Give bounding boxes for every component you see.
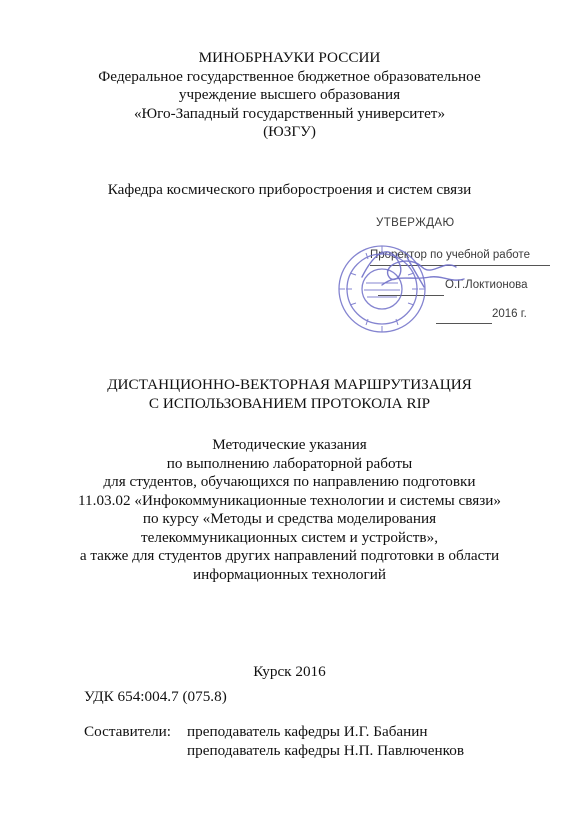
approval-role: Проректор по учебной работе: [370, 249, 530, 261]
description-line: по курсу «Методы и средства моделирования: [142, 510, 437, 527]
ministry-header: [0, 49, 579, 142]
department-name: [0, 181, 579, 200]
description-line: для студентов, обучающихся по направлению подготовки: [103, 473, 476, 490]
description-line: информационных технологий: [193, 565, 386, 583]
approval-year: 2016 г.: [492, 308, 527, 320]
approval-title: УТВЕРЖДАЮ: [376, 217, 455, 229]
compilers-label: Составители:: [84, 723, 172, 740]
description-line: по выполнению лабораторной работы: [166, 454, 413, 472]
description-line: телекоммуникационных систем и устройств»,: [140, 528, 438, 546]
handwritten-signature: [352, 237, 472, 307]
header-line: (ЮЗГУ): [263, 123, 316, 140]
date-underline: [436, 323, 492, 324]
header-line: «Юго-Западный государственный университет»: [133, 104, 446, 122]
header-line: Федеральное государственное бюджетное образовательное: [98, 67, 481, 85]
compiler-name: преподаватель кафедры Н.П. Павлюченков: [187, 741, 465, 759]
description-line: 11.03.02 «Инфокоммуникационные технологии и системы связи»: [78, 491, 501, 509]
document-title: [0, 376, 579, 413]
compilers-list: [187, 723, 464, 760]
department-line: Кафедра космического приборостроения и систем связи: [107, 181, 472, 198]
document-description: [0, 436, 579, 584]
approval-name: О.Г.Локтионова: [445, 279, 528, 291]
title-line: ДИСТАНЦИОННО-ВЕКТОРНАЯ МАРШРУТИЗАЦИЯ: [107, 376, 472, 393]
title-line: С ИСПОЛЬЗОВАНИЕМ ПРОТОКОЛА RIP: [148, 394, 431, 412]
header-line: МИНОБРНАУКИ РОССИИ: [198, 49, 381, 66]
udk-code: УДК 654:004.7 (075.8): [84, 688, 227, 705]
city-year: [0, 663, 579, 682]
city-year-text: Курск 2016: [253, 663, 326, 680]
header-line: учреждение высшего образования: [178, 86, 401, 103]
description-line: а также для студентов других направлений подготовки в области: [79, 547, 500, 564]
compiler-name: преподаватель кафедры И.Г. Бабанин: [187, 723, 428, 740]
description-line: Методические указания: [212, 436, 367, 453]
